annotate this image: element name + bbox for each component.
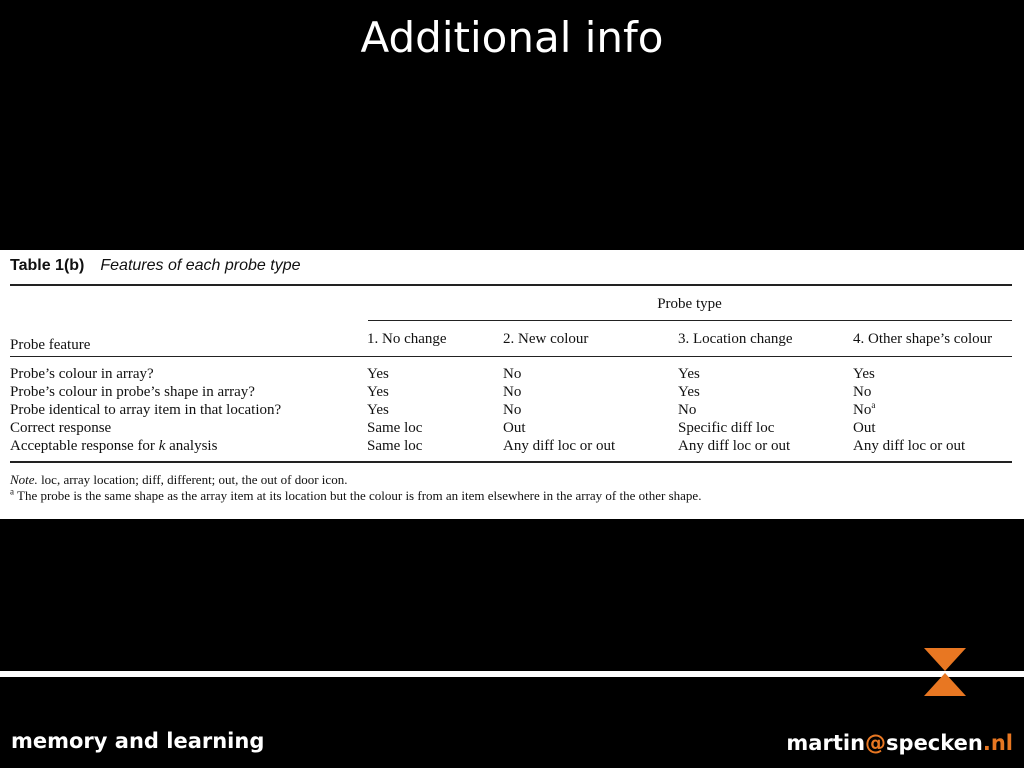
feature-italic: k — [158, 438, 166, 454]
row-feature: Probe’s colour in array? — [10, 366, 154, 382]
table-top-rule — [10, 284, 1012, 286]
cell-other-shape-colour — [853, 401, 875, 419]
table-caption — [10, 256, 301, 276]
header-bottom-rule — [10, 356, 1012, 357]
slide-title: Additional info — [360, 13, 664, 62]
cell-location-change: Any diff loc or out — [678, 438, 791, 454]
table-row — [0, 437, 1024, 455]
email-at: @ — [865, 731, 887, 755]
cell-new-colour: No — [503, 366, 522, 382]
hourglass-icon — [924, 648, 966, 696]
column-header-other-shape-colour: 4. Other shape’s colour — [853, 331, 993, 347]
hourglass-top — [924, 648, 966, 671]
cell-new-colour: Any diff loc or out — [503, 438, 616, 454]
table-caption-label: Table 1(b) — [10, 257, 85, 274]
feature-suffix: analysis — [165, 438, 218, 454]
cell-no-change: Same loc — [367, 438, 423, 454]
column-header-new-colour: 2. New colour — [503, 331, 589, 347]
cell-location-change: Yes — [678, 384, 700, 400]
footer-email — [786, 729, 1013, 757]
footnote-text: The probe is the same shape as the array item at its location but the colour is from an item elsewhere in the array of the other shape. — [14, 488, 702, 503]
email-user: martin — [786, 731, 866, 755]
email-domain: specken — [886, 731, 983, 755]
cell-other-shape-colour: Out — [853, 420, 876, 436]
row-feature — [10, 437, 217, 455]
cell-location-change: Yes — [678, 366, 700, 382]
table-note — [10, 472, 347, 488]
cell-location-change: Specific diff loc — [678, 420, 775, 436]
cell-other-shape-colour: Yes — [853, 366, 875, 382]
cell-no-change: Same loc — [367, 420, 423, 436]
cell-no-change: Yes — [367, 384, 389, 400]
row-feature: Correct response — [10, 420, 112, 436]
column-header-no-change: 1. No change — [367, 331, 447, 347]
cell-no-change: Yes — [367, 402, 389, 418]
footnote-marker: a — [10, 486, 14, 497]
table-image — [0, 250, 1024, 519]
cell-other-shape-colour: Any diff loc or out — [853, 438, 966, 454]
probe-type-header: Probe type — [657, 296, 722, 312]
table-row — [0, 419, 1024, 437]
cell-other-shape-colour: No — [853, 384, 872, 400]
table-footnote — [10, 488, 701, 504]
footnote-marker: a — [871, 400, 876, 410]
cell-no-change: Yes — [367, 366, 389, 382]
table-row — [0, 383, 1024, 401]
row-feature: Probe identical to array item in that location? — [10, 402, 282, 418]
footer-divider — [0, 671, 1024, 677]
note-label: Note. — [10, 472, 38, 487]
probe-feature-header: Probe feature — [10, 337, 91, 353]
note-text: loc, array location; diff, different; out, the out of door icon. — [37, 472, 348, 487]
table-row — [0, 401, 1024, 419]
cell-location-change: No — [678, 402, 697, 418]
group-header-rule — [368, 320, 1012, 321]
table-caption-text: Features of each probe type — [100, 257, 301, 274]
cell-value: No — [853, 402, 872, 418]
table-row — [0, 365, 1024, 383]
feature-prefix: Acceptable response for — [10, 438, 159, 454]
row-feature: Probe’s colour in probe’s shape in array? — [10, 384, 255, 400]
cell-new-colour: Out — [503, 420, 526, 436]
cell-new-colour: No — [503, 402, 522, 418]
table-bottom-rule — [10, 461, 1012, 463]
cell-new-colour: No — [503, 384, 522, 400]
hourglass-bottom — [924, 673, 966, 696]
email-tld: nl — [990, 731, 1013, 755]
footer-course-name: memory and learning — [11, 729, 265, 753]
column-header-location-change: 3. Location change — [678, 331, 793, 347]
email-dot: . — [982, 731, 991, 755]
